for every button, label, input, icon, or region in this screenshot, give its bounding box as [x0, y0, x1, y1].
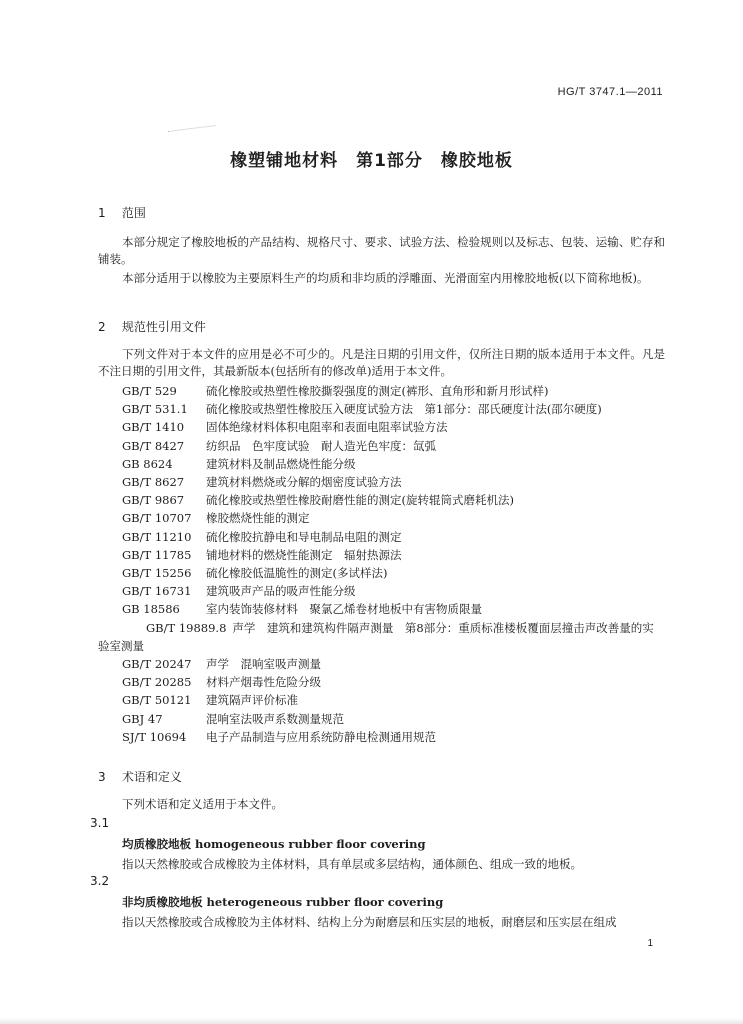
document-title: 橡塑铺地材料 第1部分 橡胶地板	[230, 151, 513, 171]
standard-number: HG/T 3747.1—2011	[557, 86, 663, 98]
reference-item	[98, 728, 664, 746]
reference-item	[98, 455, 664, 473]
reference-title: 声学 混响室吸声测量	[206, 657, 321, 672]
reference-item	[98, 564, 664, 582]
reference-code: GB/T 20285	[122, 675, 192, 690]
section-number: 3	[98, 770, 106, 784]
reference-item	[98, 491, 664, 509]
reference-item	[98, 437, 664, 455]
term-number: 3.2	[90, 874, 110, 888]
reference-item	[98, 619, 664, 655]
reference-item	[98, 528, 664, 546]
reference-code: GB/T 11785	[122, 547, 192, 562]
reference-title: 建筑材料及制品燃烧性能分级	[206, 456, 356, 471]
reference-item	[98, 546, 664, 564]
reference-title: 硫化橡胶或热塑性橡胶压入硬度试验方法 第1部分：邵氏硬度计法(邵尔硬度)	[206, 402, 602, 417]
reference-code: GB/T 16731	[122, 584, 192, 599]
reference-code: GB 8624	[122, 456, 173, 471]
reference-code: GBJ 47	[122, 711, 163, 726]
reference-title: 建筑隔声评价标准	[206, 693, 298, 708]
reference-title: 电子产品制造与应用系统防静电检测通用规范	[206, 729, 436, 744]
reference-code: GB/T 19889.8	[146, 620, 227, 635]
reference-item	[98, 655, 664, 673]
scan-smudge	[168, 125, 216, 138]
reference-title: 材料产烟毒性危险分级	[206, 675, 321, 690]
section-3-intro: 下列术语和定义适用于本文件。	[122, 797, 283, 811]
section-number: 1	[98, 206, 106, 220]
scan-edge	[0, 1018, 743, 1024]
section-number: 2	[98, 320, 106, 334]
reference-title: 混响室法吸声系数测量规范	[206, 711, 344, 726]
reference-title: 硫化橡胶或热塑性橡胶撕裂强度的测定(裤形、直角形和新月形试样)	[206, 384, 549, 398]
section-2-heading	[98, 318, 206, 335]
reference-item	[98, 600, 664, 618]
reference-code: GB 18586	[122, 602, 180, 617]
reference-title: 硫化橡胶或热塑性橡胶耐磨性能的测定(旋转辊筒式磨耗机法)	[206, 493, 514, 508]
term-definition: 指以天然橡胶或合成橡胶为主体材料，具有单层或多层结构，通体颜色、组成一致的地板。	[122, 857, 582, 871]
reference-item	[98, 509, 664, 527]
reference-item	[98, 710, 664, 728]
reference-title: 建筑材料燃烧或分解的烟密度试验方法	[206, 475, 402, 490]
reference-title: 橡胶燃烧性能的测定	[206, 511, 310, 526]
section-1-paragraph: 本部分适用于以橡胶为主要原料生产的均质和非均质的浮雕面、光滑面室内用橡胶地板(以下简称地板)。	[122, 271, 649, 285]
reference-code: GB/T 20247	[122, 657, 192, 672]
reference-item	[98, 418, 664, 436]
reference-code: GB/T 50121	[122, 693, 192, 708]
reference-title: 硫化橡胶抗静电和导电制品电阻的测定	[206, 529, 402, 544]
reference-code: GB/T 8427	[122, 438, 185, 453]
section-title: 规范性引用文件	[121, 320, 206, 334]
reference-code: GB/T 11210	[122, 529, 192, 544]
reference-title: 室内装饰装修材料 聚氯乙烯卷材地板中有害物质限量	[206, 602, 482, 617]
reference-title: 建筑吸声产品的吸声性能分级	[206, 584, 356, 599]
reference-code: GB/T 529	[122, 384, 177, 398]
reference-title: 纺织品 色牢度试验 耐人造光色牢度：氙弧	[206, 438, 436, 453]
section-1-heading	[98, 204, 146, 221]
reference-item	[98, 382, 664, 400]
reference-list	[98, 382, 664, 746]
reference-title: 铺地材料的燃烧性能测定 辐射热源法	[206, 547, 402, 562]
section-title: 范围	[121, 206, 146, 220]
section-3-heading	[98, 768, 182, 785]
reference-title: 固体绝缘材料体积电阻率和表面电阻率试验方法	[206, 420, 448, 435]
term-number: 3.1	[90, 816, 110, 830]
reference-item	[98, 473, 664, 491]
section-title: 术语和定义	[121, 770, 182, 784]
reference-code: SJ/T 10694	[122, 729, 187, 744]
section-2-intro: 下列文件对于本文件的应用是必不可少的。凡是注日期的引用文件，仅所注日期的版本适用于本文件。凡是不注日期的引用文件，其最新版本(包括所有的修改单)适用于本文件。	[98, 347, 665, 378]
reference-item	[98, 400, 664, 418]
reference-item	[98, 673, 664, 691]
reference-code: GB/T 1410	[122, 420, 185, 435]
reference-code: GB/T 531.1	[122, 402, 188, 417]
term-name: 非均质橡胶地板 heterogeneous rubber floor covering	[122, 895, 444, 909]
reference-item	[98, 582, 664, 600]
reference-code: GB/T 8627	[122, 475, 185, 490]
reference-title: 声学 建筑和建筑构件隔声测量 第8部分：重质标准楼板覆面层撞击声改善量的实验室测量	[98, 620, 654, 653]
reference-title: 硫化橡胶低温脆性的测定(多试样法)	[206, 566, 388, 581]
term-definition: 指以天然橡胶或合成橡胶为主体材料、结构上分为耐磨层和压实层的地板，耐磨层和压实层在组成	[122, 915, 617, 929]
reference-code: GB/T 15256	[122, 566, 192, 581]
reference-item	[98, 691, 664, 709]
reference-code: GB/T 10707	[122, 511, 192, 526]
term-name: 均质橡胶地板 homogeneous rubber floor covering	[122, 837, 426, 851]
section-1-paragraph: 本部分规定了橡胶地板的产品结构、规格尺寸、要求、试验方法、检验规则以及标志、包装、运输、贮存和铺装。	[98, 235, 665, 266]
reference-code: GB/T 9867	[122, 493, 185, 508]
page-number: 1	[647, 938, 653, 949]
